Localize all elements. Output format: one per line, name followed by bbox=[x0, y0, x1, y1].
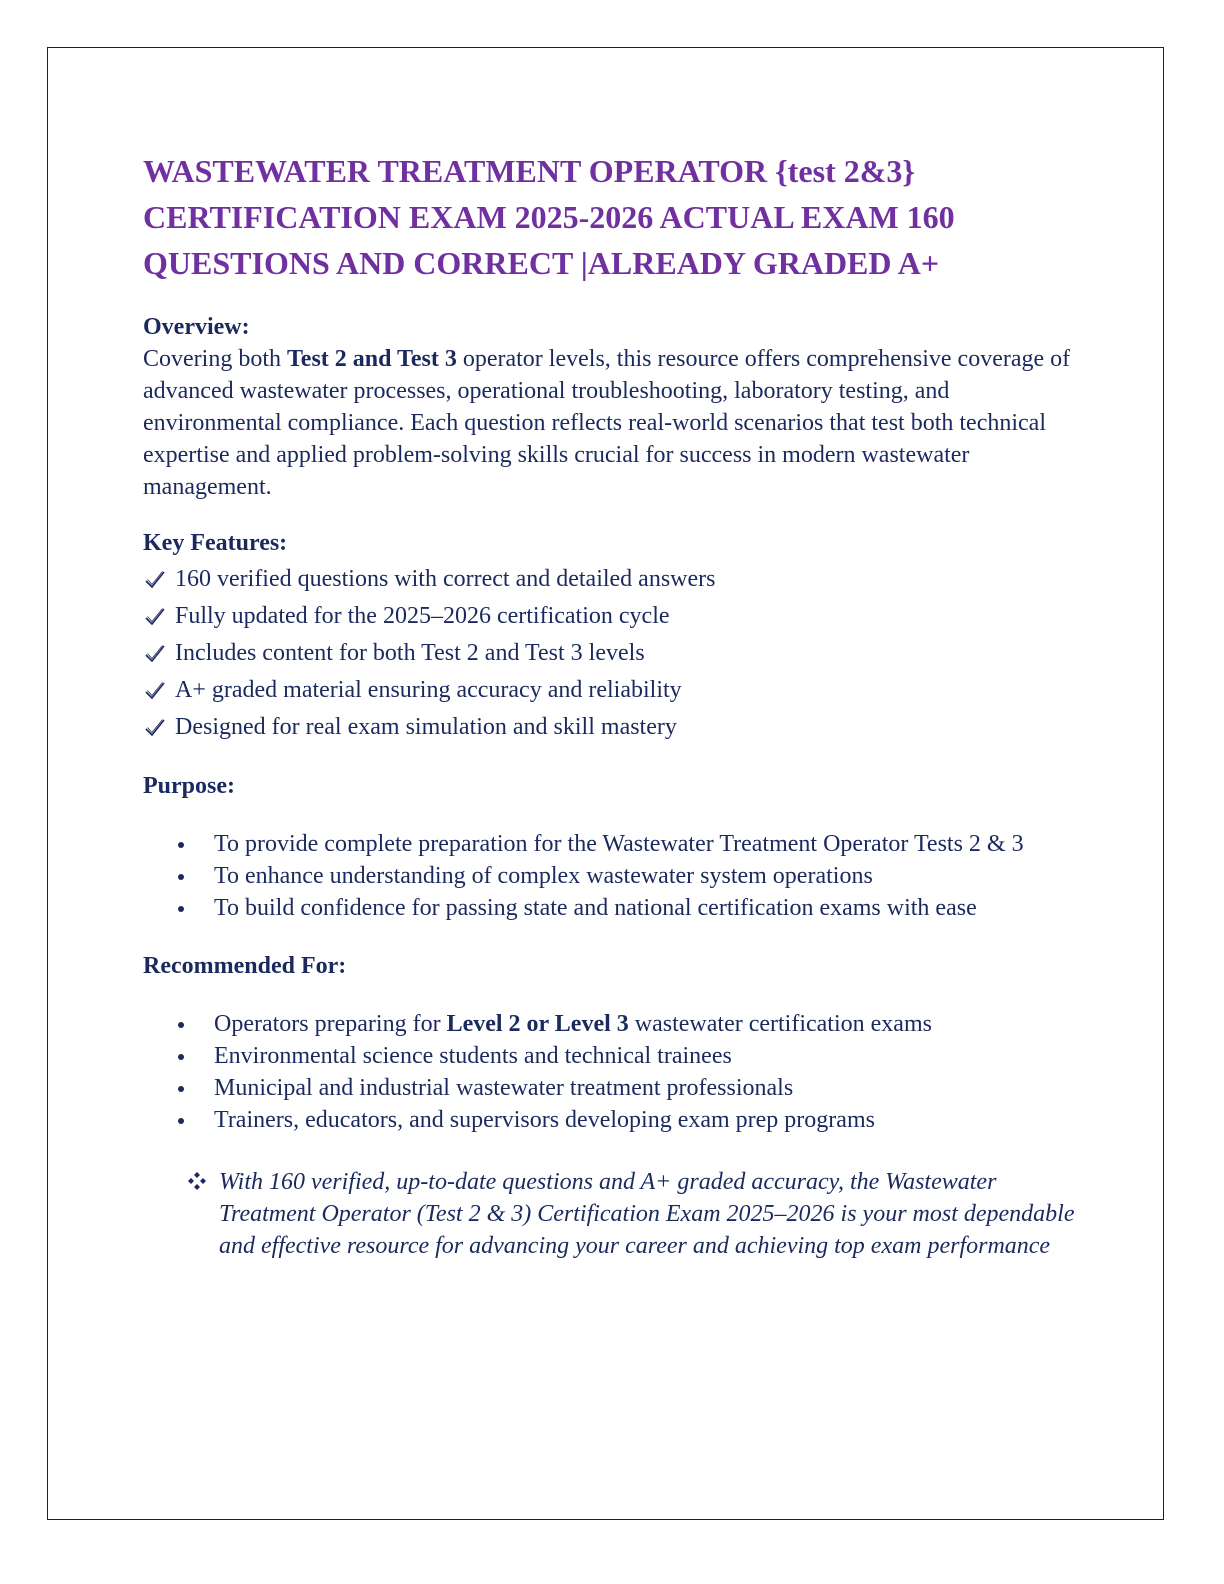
key-features-heading: Key Features: bbox=[143, 530, 288, 556]
purpose-item bbox=[143, 828, 1083, 860]
feature-item bbox=[143, 635, 1083, 672]
recommended-item bbox=[143, 1040, 1083, 1072]
purpose-text: To enhance understanding of complex wastewater system operations bbox=[214, 863, 873, 889]
bullet-icon bbox=[178, 906, 184, 912]
recommended-text: Municipal and industrial wastewater treatment professionals bbox=[214, 1075, 794, 1101]
feature-item bbox=[143, 561, 1083, 598]
overview-heading: Overview: bbox=[143, 314, 250, 340]
feature-text: 160 verified questions with correct and detailed answers bbox=[175, 566, 716, 592]
recommended-text-post: wastewater certification exams bbox=[628, 1011, 932, 1037]
overview-bold-tests: Test 2 and Test 3 bbox=[287, 346, 457, 372]
recommended-text-bold: Level 2 or Level 3 bbox=[446, 1011, 629, 1037]
purpose-item bbox=[143, 892, 1083, 924]
recommended-item bbox=[143, 1008, 1083, 1040]
recommended-text: Environmental science students and technical trainees bbox=[214, 1043, 732, 1069]
purpose-text: To build confidence for passing state and national certification exams with ease bbox=[214, 895, 977, 921]
bullet-icon bbox=[178, 1118, 184, 1124]
key-features-list bbox=[143, 561, 1083, 746]
bullet-icon bbox=[178, 1022, 184, 1028]
check-icon bbox=[143, 568, 167, 592]
purpose-item bbox=[143, 860, 1083, 892]
recommended-list bbox=[143, 1008, 1083, 1136]
feature-text: Includes content for both Test 2 and Test 3 levels bbox=[175, 640, 645, 666]
closing-statement bbox=[143, 1166, 1083, 1262]
diamond-bullet-icon bbox=[187, 1171, 207, 1191]
feature-text: Fully updated for the 2025–2026 certification cycle bbox=[175, 603, 670, 629]
feature-item bbox=[143, 598, 1083, 635]
recommended-item bbox=[143, 1104, 1083, 1136]
feature-text: A+ graded material ensuring accuracy and reliability bbox=[175, 677, 682, 703]
overview-paragraph bbox=[143, 343, 1083, 503]
document-body bbox=[143, 148, 1083, 1262]
check-icon bbox=[143, 642, 167, 666]
recommended-text: Trainers, educators, and supervisors developing exam prep programs bbox=[214, 1107, 875, 1133]
recommended-text-pre: Operators preparing for bbox=[214, 1011, 447, 1037]
bullet-icon bbox=[178, 842, 184, 848]
recommended-item bbox=[143, 1072, 1083, 1104]
check-icon bbox=[143, 679, 167, 703]
check-icon bbox=[143, 716, 167, 740]
bullet-icon bbox=[178, 1086, 184, 1092]
document-title: WASTEWATER TREATMENT OPERATOR {test 2&3} CERTIFICATION EXAM 2025-2026 ACTUAL EXAM 160 QUESTIONS AND CORRECT |ALREADY GRADED A+ bbox=[143, 153, 955, 281]
purpose-list bbox=[143, 828, 1083, 924]
closing-text: With 160 verified, up-to-date questions and A+ graded accuracy, the Wastewater Treatment Operator (Test 2 & 3) Certification Exam 2025–2026 is your most dependable and effective resource for advancing your career and achieving top exam performance bbox=[219, 1169, 1075, 1259]
recommended-heading: Recommended For: bbox=[143, 953, 347, 979]
feature-item bbox=[143, 709, 1083, 746]
purpose-text: To provide complete preparation for the Wastewater Treatment Operator Tests 2 & 3 bbox=[214, 831, 1024, 857]
bullet-icon bbox=[178, 1054, 184, 1060]
bullet-icon bbox=[178, 874, 184, 880]
feature-text: Designed for real exam simulation and skill mastery bbox=[175, 714, 677, 740]
overview-text: operator levels, this resource offers comprehensive coverage of advanced wastewater processes, operational troubleshooting, laboratory testing, and environmental compliance. Each question reflects real-world scenarios that test both technical expertise and applied problem-solving skills crucial for success in modern wastewater management. bbox=[143, 346, 1071, 500]
overview-intro: Covering both bbox=[143, 346, 287, 372]
purpose-heading: Purpose: bbox=[143, 773, 235, 799]
check-icon bbox=[143, 605, 167, 629]
feature-item bbox=[143, 672, 1083, 709]
